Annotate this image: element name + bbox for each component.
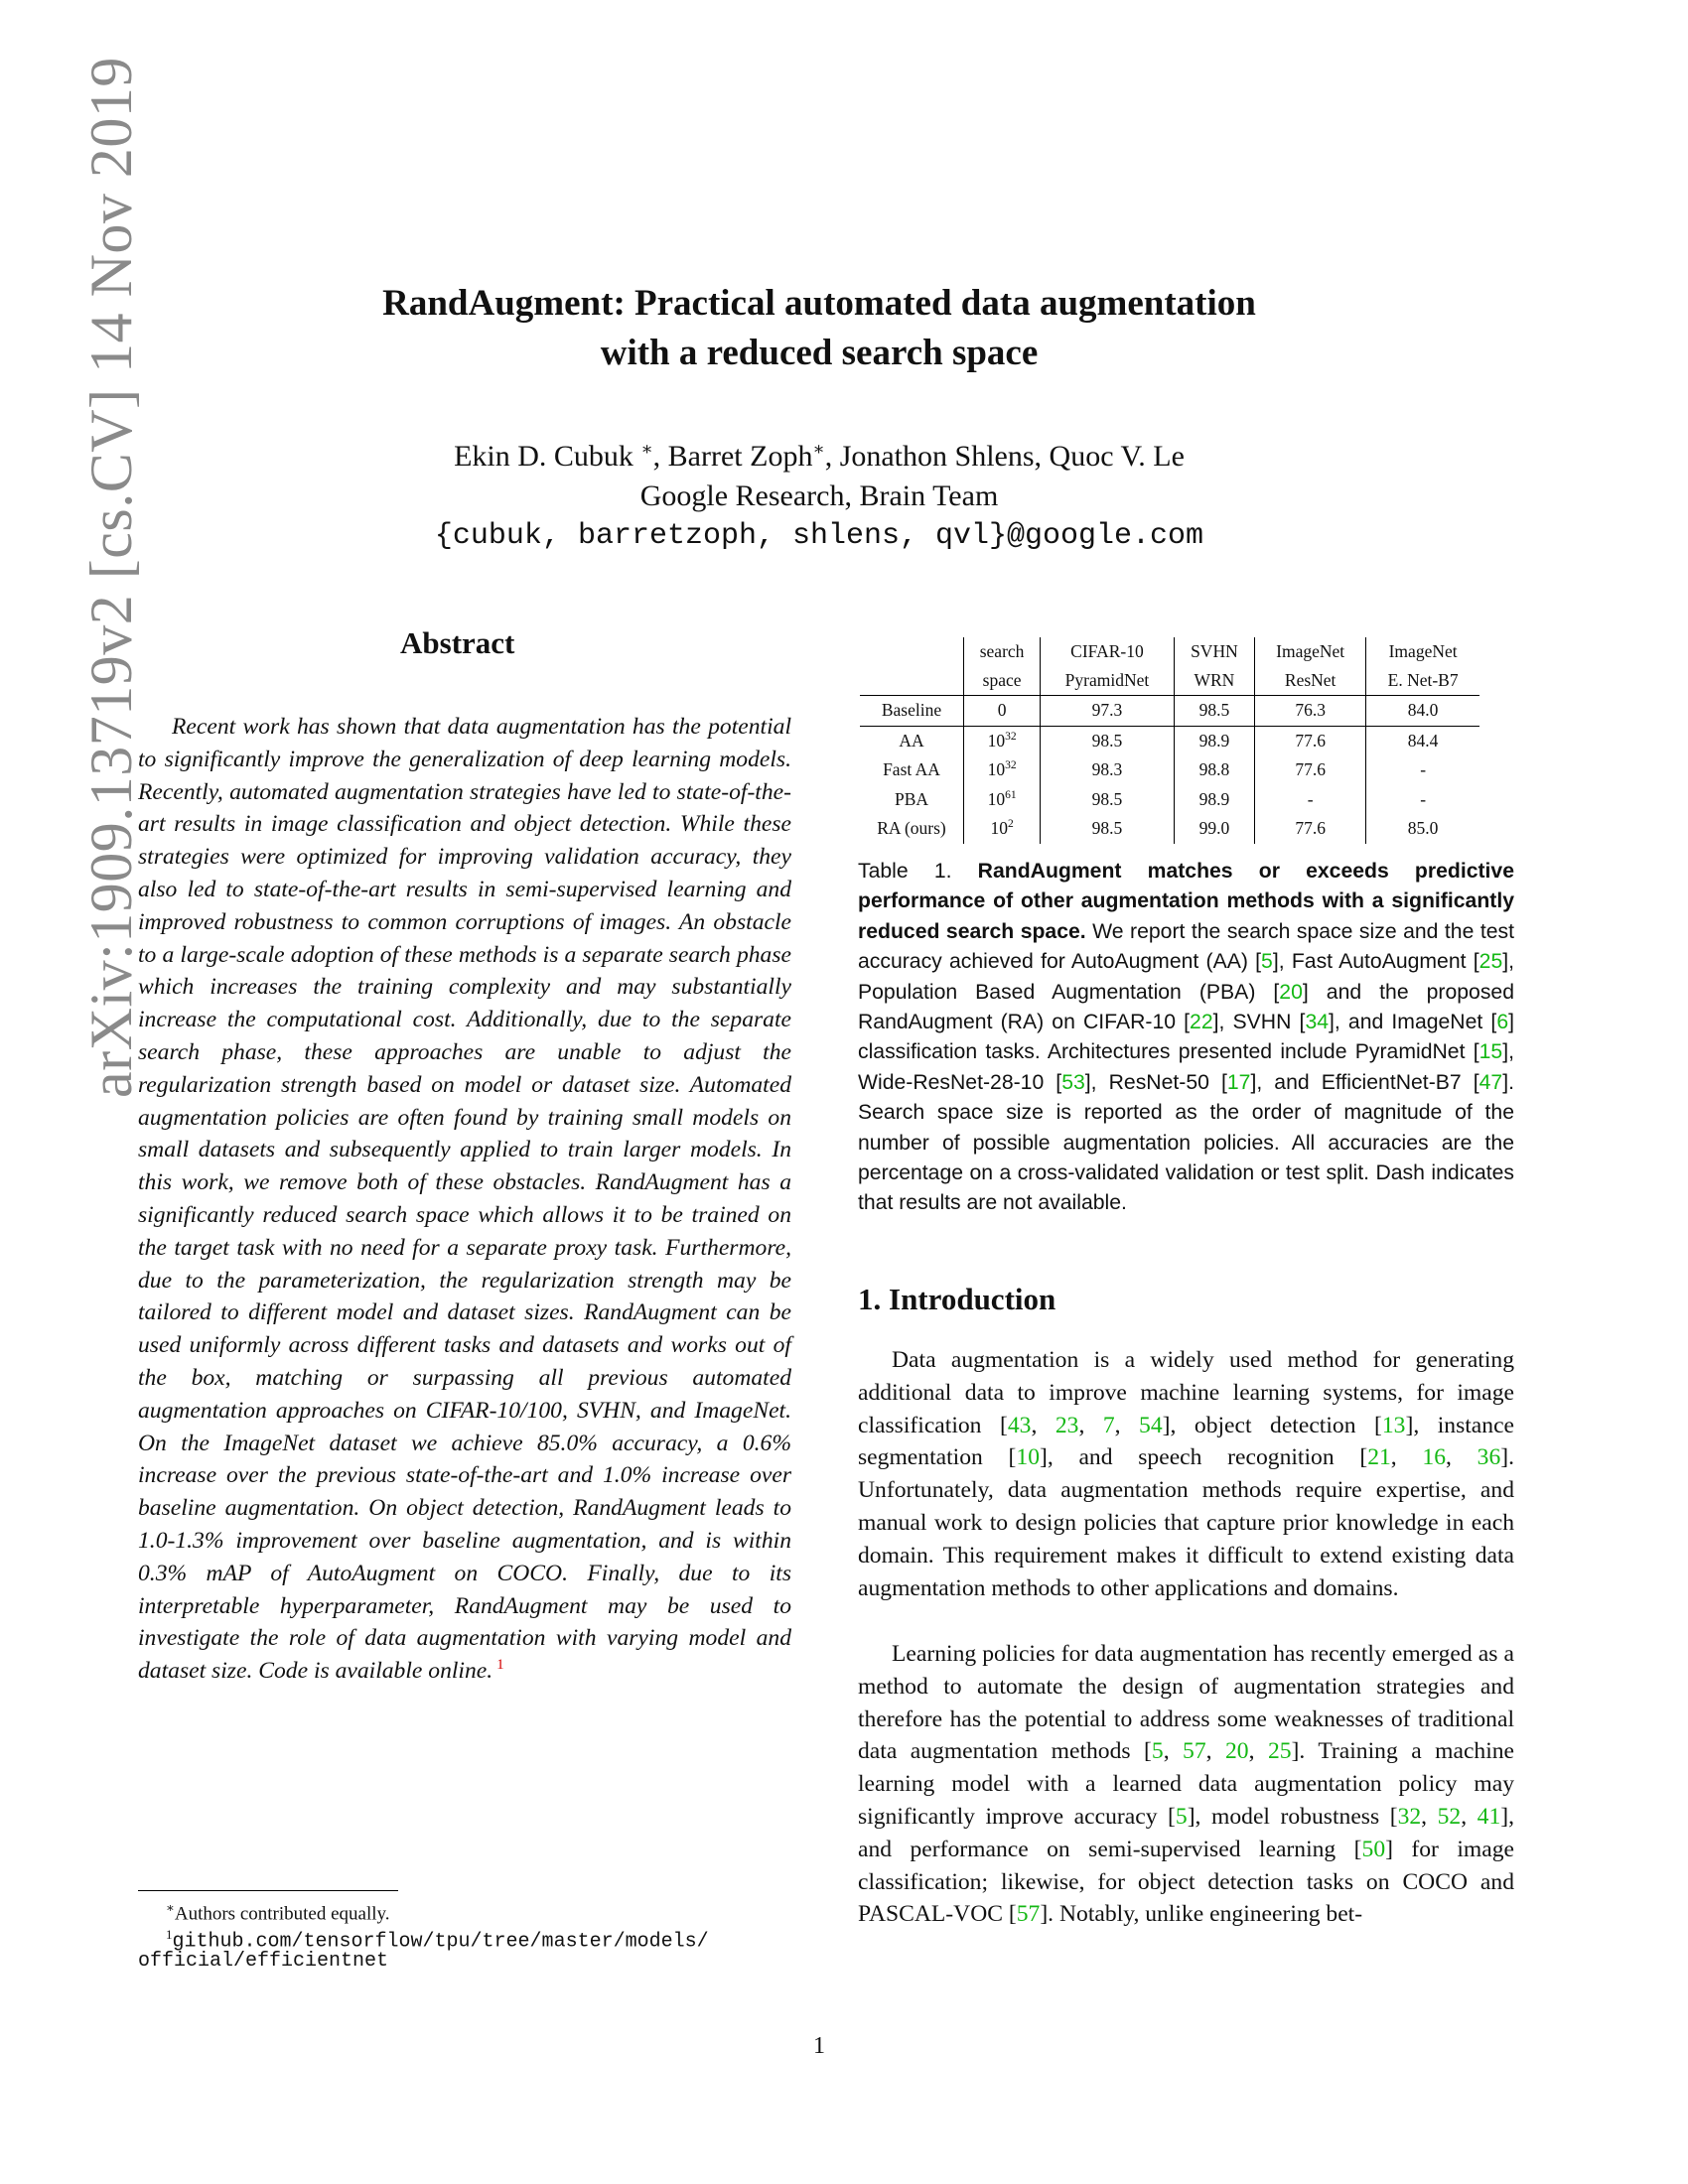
- citation-link[interactable]: 13: [1381, 1412, 1406, 1438]
- citation-link[interactable]: 16: [1422, 1444, 1447, 1471]
- page-number: 1: [813, 2033, 825, 2059]
- citation-link[interactable]: 47: [1478, 1070, 1503, 1094]
- table-header-cell: ImageNet: [1255, 637, 1366, 666]
- citation-separator: ,: [1078, 1412, 1103, 1438]
- table-cell-cifar: 98.5: [1041, 726, 1175, 755]
- caption-text: ] and the proposed RandAugment (RA) on CIFAR-10 [: [858, 980, 1514, 1034]
- citation-link[interactable]: 32: [1397, 1803, 1422, 1830]
- caption-text: ], and EfficientNet-B7 [: [1250, 1070, 1479, 1094]
- table-cell-cifar: 98.3: [1041, 755, 1175, 785]
- table-row-fast-aa: [860, 755, 1479, 785]
- paragraph-text: Data augmentation is a widely used method for generating additional data to improve machine learning systems, for image classification [: [858, 1347, 1514, 1438]
- table-header-cell: ImageNet: [1366, 637, 1479, 666]
- citation-link[interactable]: 50: [1361, 1836, 1386, 1862]
- table-header-cell: [860, 666, 964, 696]
- caption-text: We report the search space size and the test accuracy achieved for AutoAugment (AA) [: [858, 919, 1515, 974]
- footnote-reference[interactable]: 1: [496, 1657, 504, 1674]
- table-cell-cifar: 97.3: [1041, 696, 1175, 727]
- table-header-cell: SVHN: [1174, 637, 1254, 666]
- paragraph-text: Learning policies for data augmentation has recently emerged as a method to automate the design of augmentation strategies and therefore has the potential to address some weaknesses of traditional data augmentation methods [: [858, 1641, 1514, 1765]
- citation-link[interactable]: 57: [1016, 1901, 1041, 1928]
- author-emails: {cubuk, barretzoph, shlens, qvl}@google.com: [434, 519, 1204, 553]
- table-cell-imagenet-enet: 84.0: [1366, 696, 1479, 727]
- equal-contribution-mark: ∗: [812, 439, 825, 459]
- footnote-url-line-1[interactable]: github.com/tensorflow/tpu/tree/master/models/: [172, 1930, 709, 1954]
- table-row-aa: [860, 726, 1479, 755]
- citation-link[interactable]: 23: [1055, 1412, 1079, 1438]
- citation-link[interactable]: 5: [1175, 1803, 1188, 1830]
- citation-link[interactable]: 41: [1477, 1803, 1501, 1830]
- table-header-cell: search: [964, 637, 1041, 666]
- footnote-mark: 1: [166, 1927, 173, 1942]
- table-header-cell: PyramidNet: [1041, 666, 1175, 696]
- citation-link[interactable]: 25: [1267, 1738, 1292, 1765]
- search-space-exponent: 2: [1007, 818, 1014, 831]
- search-space-exponent: 61: [1005, 788, 1017, 801]
- caption-text: ], Wide-ResNet-28-10 [: [858, 1040, 1514, 1094]
- affiliation: Google Research, Brain Team: [639, 479, 999, 512]
- citation-link[interactable]: 17: [1226, 1070, 1251, 1094]
- citation-link[interactable]: 6: [1496, 1011, 1509, 1034]
- citation-link[interactable]: 43: [1007, 1412, 1032, 1438]
- table-header-cell: WRN: [1174, 666, 1254, 696]
- table-row-baseline: [860, 696, 1479, 727]
- abstract-heading: Abstract: [400, 625, 515, 660]
- table-cell-imagenet-enet: 85.0: [1366, 814, 1479, 844]
- paragraph-text: ]. Training a machine learning model with a learned data augmentation policy may significantly improve accuracy [: [858, 1738, 1515, 1830]
- citation-separator: ,: [1461, 1803, 1477, 1830]
- citation-link[interactable]: 20: [1225, 1738, 1249, 1765]
- author-others: Jonathon Shlens, Quoc V. Le: [839, 440, 1185, 473]
- citation-separator: ,: [1446, 1444, 1477, 1471]
- table-header-cell: space: [964, 666, 1041, 696]
- citation-link[interactable]: 22: [1190, 1011, 1213, 1034]
- table-cell-method: Baseline: [860, 696, 964, 727]
- paragraph-text: ] for image classification; likewise, for object detection tasks on COCO and PASCAL-VOC [: [858, 1836, 1514, 1928]
- caption-label: Table 1.: [858, 860, 952, 883]
- table-header-cell: E. Net-B7: [1366, 666, 1479, 696]
- table-cell-search-space: [964, 726, 1041, 755]
- citation-link[interactable]: 25: [1478, 950, 1503, 974]
- table-cell-imagenet-resnet: -: [1255, 785, 1366, 815]
- abstract-body: [138, 711, 791, 1688]
- caption-text: ] classification tasks. Architectures presented include PyramidNet [: [858, 1011, 1514, 1064]
- search-space-exponent: 32: [1005, 759, 1017, 772]
- table-cell-imagenet-enet: -: [1366, 785, 1479, 815]
- paragraph-text: ], object detection [: [1162, 1412, 1382, 1438]
- caption-bold-summary: RandAugment matches or exceeds predictive performance of other augmentation methods with a significantly reduced search space.: [858, 860, 1515, 943]
- arxiv-identifier-stamp: arXiv:1909.13719v2 [cs.CV] 14 Nov 2019: [78, 57, 144, 1098]
- equal-contribution-mark: ∗: [640, 439, 653, 459]
- citation-separator: ,: [1390, 1444, 1423, 1471]
- table-cell-imagenet-enet: -: [1366, 755, 1479, 785]
- caption-text: ], Fast AutoAugment [: [1272, 950, 1479, 974]
- footnote-url-line-2[interactable]: official/efficientnet: [138, 1950, 389, 1973]
- search-space-base: 10: [987, 788, 1006, 809]
- citation-link[interactable]: 5: [1151, 1738, 1164, 1765]
- table-cell-imagenet-resnet: 76.3: [1255, 696, 1366, 727]
- citation-link[interactable]: 57: [1183, 1738, 1206, 1765]
- caption-text: ], ResNet-50 [: [1084, 1070, 1227, 1094]
- table-cell-method: AA: [899, 730, 924, 751]
- footnote-mark: ∗: [166, 1900, 175, 1915]
- table-cell-imagenet-resnet: 77.6: [1255, 755, 1366, 785]
- table-cell-svhn: 98.5: [1174, 696, 1254, 727]
- introduction-paragraph-2: [858, 1638, 1514, 1931]
- table-cell-method: PBA: [894, 788, 929, 809]
- search-space-base: 0: [997, 700, 1007, 721]
- table-cell-imagenet-resnet: 77.6: [1255, 814, 1366, 844]
- results-table: [860, 637, 1479, 844]
- search-space-base: 10: [987, 730, 1006, 751]
- table-cell-cifar: 98.5: [1041, 814, 1175, 844]
- citation-separator: ,: [1163, 1738, 1184, 1765]
- table-cell-svhn: 98.9: [1174, 785, 1254, 815]
- table-cell-search-space: [964, 785, 1041, 815]
- table-cell-svhn: 99.0: [1174, 814, 1254, 844]
- caption-text: ], and ImageNet [: [1329, 1011, 1497, 1034]
- paragraph-text: ], model robustness [: [1187, 1803, 1398, 1830]
- footnote-text: Authors contributed equally.: [174, 1903, 390, 1925]
- citation-link[interactable]: 36: [1477, 1444, 1501, 1471]
- citation-link[interactable]: 5: [1261, 950, 1273, 974]
- introduction-heading: 1. Introduction: [858, 1282, 1056, 1316]
- table-cell-svhn: 98.9: [1174, 726, 1254, 755]
- paragraph-text: ], and performance on semi-supervised learning [: [858, 1803, 1515, 1862]
- search-space-base: 10: [990, 818, 1008, 839]
- table-cell-imagenet-enet: 84.4: [1366, 726, 1479, 755]
- table-header-cell: CIFAR-10: [1041, 637, 1175, 666]
- paragraph-text: ]. Notably, unlike engineering bet-: [1040, 1901, 1363, 1928]
- table-cell-method: RA (ours): [877, 818, 946, 839]
- paragraph-text: ], instance segmentation [: [858, 1412, 1515, 1471]
- table-header-row: [860, 637, 1479, 666]
- caption-text: ], SVHN [: [1212, 1011, 1306, 1034]
- abstract-text: Recent work has shown that data augmentation has the potential to significantly improve the generalization of deep learning models. Recently, automated augmentation strategies have led to state-of-the-art results in image classification and object detection. While these strategies were optimized for improving validation accuracy, they also led to state-of-the-art results in semi-supervised learning and improved robustness to common corruptions of images. An obstacle to a large-scale adoption of these methods is a separate search phase which increases the training complexity and may substantially increase the computational cost. Additionally, due to the separate search phase, these approaches are unable to adjust the regularization strength based on model or dataset size. Automated augmentation policies are often found by training small models on small datasets and subsequently applied to train larger models. In this work, we remove both of these obstacles. RandAugment has a significantly reduced search space which allows it to be trained on the target task with no need for a separate proxy task. Furthermore, due to the parameterization, the regularization strength may be tailored to different model and dataset sizes. RandAugment can be used uniformly across different tasks and datasets and works out of the box, matching or surpassing all previous automated augmentation approaches on CIFAR-10/100, SVHN, and ImageNet. On the ImageNet dataset we achieve 85.0% accuracy, a 0.6% increase over the previous state-of-the-art and 1.0% increase over baseline augmentation. On object detection, RandAugment leads to 1.0-1.3% improvement over baseline augmentation, and is within 0.3% mAP of AutoAugment on COCO. Finally, due to its interpretable hyperparameter, RandAugment may be used to investigate the role of data augmentation with varying model and dataset size. Code is available online.: [138, 714, 791, 1685]
- introduction-paragraph-1: [858, 1344, 1514, 1604]
- citation-link[interactable]: 20: [1279, 980, 1303, 1004]
- paper-title-line-2: with a reduced search space: [600, 333, 1039, 373]
- citation-link[interactable]: 53: [1061, 1070, 1085, 1094]
- citation-link[interactable]: 54: [1139, 1412, 1163, 1438]
- caption-text: ], Population Based Augmentation (PBA) [: [858, 950, 1515, 1004]
- table-caption: [858, 857, 1514, 1219]
- citation-link[interactable]: 34: [1305, 1011, 1330, 1034]
- table-header-cell: ResNet: [1255, 666, 1366, 696]
- table-cell-svhn: 98.8: [1174, 755, 1254, 785]
- caption-text: ]. Search space size is reported as the order of magnitude of the number of possible augmentation policies. All accuracies are the percentage on a cross-validated validation or test split. Dash indicates that results are not available.: [858, 1070, 1514, 1215]
- paragraph-text: ]. Unfortunately, data augmentation methods require expertise, and manual work to design policies that capture prior knowledge in each domain. This requirement makes it difficult to extend existing data augmentation methods to other applications and domains.: [858, 1444, 1514, 1601]
- author-cubuk: Ekin D. Cubuk: [454, 440, 633, 473]
- citation-separator: ,: [1114, 1412, 1140, 1438]
- citation-link[interactable]: 7: [1102, 1412, 1115, 1438]
- citation-link[interactable]: 10: [1016, 1444, 1040, 1471]
- citation-link[interactable]: 52: [1437, 1803, 1462, 1830]
- table-cell-search-space: [964, 814, 1041, 844]
- search-space-base: 10: [987, 759, 1006, 780]
- table-row-pba: [860, 785, 1479, 815]
- paper-title-line-1: RandAugment: Practical automated data augmentation: [382, 283, 1256, 324]
- table-cell-search-space: [964, 755, 1041, 785]
- table-header-cell: [860, 637, 964, 666]
- table-cell-imagenet-resnet: 77.6: [1255, 726, 1366, 755]
- author-zoph: Barret Zoph: [667, 440, 813, 473]
- author-list: Ekin D. Cubuk ∗, Barret Zoph∗, Jonathon Shlens, Quoc V. Le: [454, 439, 1185, 473]
- table-header-row: [860, 666, 1479, 696]
- citation-link[interactable]: 21: [1367, 1444, 1391, 1471]
- table-cell-cifar: 98.5: [1041, 785, 1175, 815]
- footnote-code-url-cont[interactable]: [138, 1948, 793, 1975]
- citation-separator: ,: [1248, 1738, 1268, 1765]
- citation-separator: ,: [1421, 1803, 1438, 1830]
- table-cell-method: Fast AA: [883, 759, 940, 780]
- table-row-ra-ours: [860, 814, 1479, 844]
- citation-separator: ,: [1205, 1738, 1225, 1765]
- table-cell-search-space: [964, 696, 1041, 727]
- search-space-exponent: 32: [1005, 730, 1017, 743]
- paragraph-text: ], and speech recognition [: [1039, 1444, 1368, 1471]
- citation-link[interactable]: 15: [1478, 1040, 1503, 1064]
- citation-separator: ,: [1031, 1412, 1055, 1438]
- footnote-divider: [138, 1890, 398, 1891]
